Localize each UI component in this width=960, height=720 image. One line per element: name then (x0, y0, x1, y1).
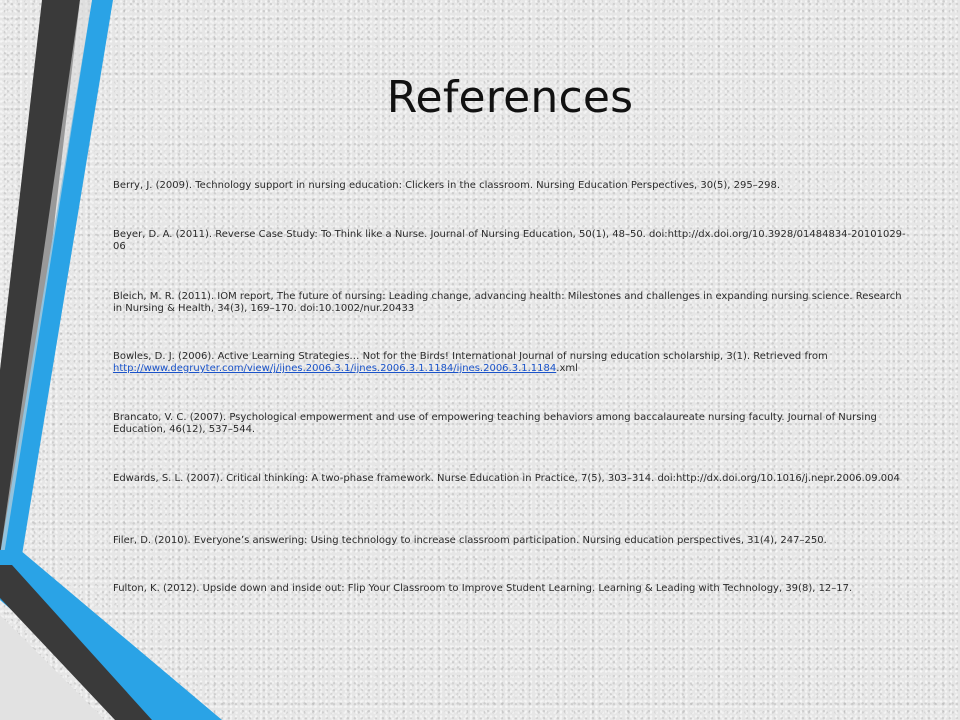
reference-text: Bleich, M. R. (2011). IOM report, The future of nursing: Leading change, advancing health: Milestones and challenges in expanding nursing science. Research in Nursing & Health, 34(3), 169–170. doi:10.1002/nur.20433 (113, 291, 902, 314)
reference-item (113, 473, 913, 485)
reference-item (113, 412, 913, 436)
reference-text: Edwards, S. L. (2007). Critical thinking: A two-phase framework. Nurse Education in Practice, 7(5), 303–314. doi:http://dx.doi.org/10.1016/j.nepr.2006.09.004 (113, 473, 900, 484)
reference-item (113, 535, 913, 547)
reference-item (113, 229, 913, 253)
reference-text: Fulton, K. (2012). Upside down and inside out: Flip Your Classroom to Improve Student Learning. Learning & Leading with Technology, 39(8), 12–17. (113, 583, 853, 594)
reference-item (113, 180, 913, 192)
reference-text: Brancato, V. C. (2007). Psychological empowerment and use of empowering teaching behaviors among baccalaureate nursing faculty. Journal of Nursing Education, 46(12), 537–544. (113, 412, 877, 435)
reference-text: Berry, J. (2009). Technology support in nursing education: Clickers in the classroom. Nursing Education Perspectives, 30(5), 295–298. (113, 180, 781, 191)
reference-link-suffix: .xml (556, 363, 578, 374)
reference-text: Beyer, D. A. (2011). Reverse Case Study: To Think like a Nurse. Journal of Nursing Education, 50(1), 48–50. doi:http://dx.doi.org/10.3928/01484834-20101029-06 (113, 229, 906, 252)
reference-item (113, 583, 913, 595)
reference-item (113, 351, 913, 375)
reference-text: Bowles, D. J. (2006). Active Learning Strategies… Not for the Birds! International Journal of nursing education scholarship, 3(1). Retrieved from (113, 351, 828, 362)
reference-link[interactable]: http://www.degruyter.com/view/j/ijnes.2006.3.1/ijnes.2006.3.1.1184/ijnes.2006.3.1.1184 (113, 363, 557, 374)
slide-title: References (386, 72, 634, 123)
reference-item (113, 291, 913, 315)
reference-text: Filer, D. (2010). Everyone’s answering: Using technology to increase classroom participation. Nursing education perspectives, 31(4), 247–250. (113, 535, 827, 546)
